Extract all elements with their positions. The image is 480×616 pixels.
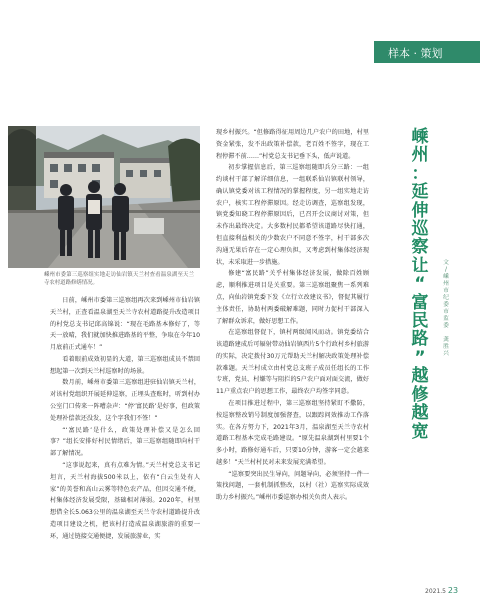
headline-char: 富 [411,292,429,313]
byline-char: 胜 [443,344,449,350]
headline-char: 民 [411,311,429,332]
body-column-left [50,295,200,542]
article-photo [8,126,200,268]
headline-char: 延 [411,182,429,203]
headline-char: 修 [411,384,429,405]
byline-char: 委 [443,323,449,329]
photo-caption: 嵊州市委第三巡察组实地走访仙岩镇天兰村查看温泉湖至天兰寺农村道路修缮情况。 [44,272,194,286]
byline-char: 监 [443,316,449,322]
headline-char: 嵊 [411,127,429,147]
paragraph: 在项目推进过程中，第三巡察组坚持紧盯不撒防，按巡察整改销号制度加强督查，以跟踪问效推动工作落实。在各方努力下，2021年3月，温泉湖至天兰寺农村道路工程基本完成毛路建设。“原先温泉湖到村里要1个多小时，路修好通车后，只要10分钟，游客一定会越来越多！”天兰村村民对未来发展充满希望。 [216,399,369,466]
byline-char [442,330,450,337]
headline-char: ： [411,163,429,184]
headline-char: 让 [411,255,429,276]
headline-char: ” [414,347,426,368]
paragraph: 看着眼前成效初显的大道，第三巡察组成员不禁回想起第一次到天兰村巡察时的场景。 [50,355,200,375]
paragraph: 数月前，嵊州市委第三巡察组进驻仙岩镇天兰村，对该村党组织开展延伸巡察，正埋头查账时，听到村办公室门口传来一阵嘈杂声：“停‘富民路’是好事，但政策处理补偿款还没发，这个字我们不签！” [50,379,200,422]
headline-char: 州 [411,145,429,166]
paragraph: 在巡察组督促下，镇村两级闻风而动。镇党委结合该道路建成后可辐射带动仙岩镇西片5个行政村乡村旅游的实际，决定拨付30万元帮助天兰村解决政策处理补偿款难题。天兰村成立由村党总支班子成员任组长的工作专班，党员、村嫌等与阻拦的5户农户面对面交流，做好11户重点农户的思想工作，最终农户均签字同意。 [216,329,369,396]
byline-char: 嵊 [443,274,449,280]
issue-date: 2021.5 [425,588,446,595]
paragraph: “‘富民路’是什么，政策处理补偿又是怎么回事？”组长安排好村民情绪后，第三巡察组随即向村干部了解情况。 [50,426,200,458]
headline-char: 察 [411,237,429,258]
byline-char: 市 [443,309,449,315]
byline-char: 龚 [443,337,449,343]
byline-char: 委 [443,302,449,308]
headline-char: 巡 [411,219,429,240]
paragraph: “这事说起来，真有点难为情。”天兰村党总支书记坦言，天兰村海拔500米以上，依有“白云生处有人家”的美誉和高山云雾等特色农产品，但因交通不便，村集体经济发展受限，基础相对薄弱。2020年，村里想借全长5.063公里的温泉湖至天兰寺农村道路提升改造项目建设之机，把该村打造成温泉湖旅游的重要一环，通过链接交通便捷，发展旅游业，实 [50,461,200,540]
body-column-middle [216,127,369,504]
paragraph: 修建“富民路”关乎村集体经济发展，做除百姓顾虑，顺利推进项目是关重要。第三巡察组聚焦一系列难点，向仙岩镇党委下发《立行立改建议书》，督促其履行主体责任，协助村两委破解难题，同时力促村干部深入了解群众诉求，做好思想工作。 [216,270,369,325]
byline-char: 文 [443,260,449,266]
headline-char: “ [414,274,426,295]
paragraph: 日前，嵊州市委第三巡察组再次来到嵊州市仙岩镇天兰村，正查看温泉湖至天兰寺农村道路提升改造项目的村党总支书记邱高锦说：“现在毛路基本修好了，等天一放晴，我们就加快推进路基的平整，争取在今年10月底前正式通车！” [50,297,200,352]
headline-char: 越 [411,366,429,387]
paragraph: “巡察要突出民生导向，问题导向，必须坚持一件一策找问题，一套机制抓整改，以村（社）巡察实际成效助力乡村振兴。”嵊州市委巡察办相关负责人表示。 [216,470,369,502]
paragraph: 初步掌握信息后，第三巡察组随即兵分三路：一组约谈村干部了解详细信息，一组联系仙岩镇联村领导，确认镇党委对该工程情况的掌握程度，另一组实地走访农户，核实工程停滞原因。经走访调查，巡察组发现，镇党委知晓工程停滞原因后，已召开会议商讨对策，但未作出最终决定。大多数村民都希望该道路尽快打通，但直接利益相关的少数农户不同意不签字，村干部多次沟通无果后存在一定心理负担，又考虑到村集体经济现状，未采取进一步措施。 [216,164,369,266]
headline-char: 伸 [411,200,429,221]
paragraph: 现乡村振兴。“但修路得征用周边几户农户的田地，村里资金紧张，发不出政策补偿款，老百姓不签字，现在工程停滞不前……”村党总支书记垂下头，低声说道。 [216,129,369,160]
byline-char: 兴 [443,351,449,357]
page-number: 23 [447,586,459,595]
village-road-scene [8,126,200,268]
headline-char: 越 [411,403,429,424]
byline-char: / [445,267,447,273]
page-folio [425,586,458,595]
byline-char: 州 [443,281,449,287]
article-headline [402,128,438,441]
article-byline [442,260,450,358]
byline-char: 市 [443,288,449,294]
byline-char: 纪 [443,295,449,301]
headline-char: 路 [411,329,429,350]
headline-char: 宽 [411,421,429,442]
section-title: 样本 · 策划 [388,47,443,60]
